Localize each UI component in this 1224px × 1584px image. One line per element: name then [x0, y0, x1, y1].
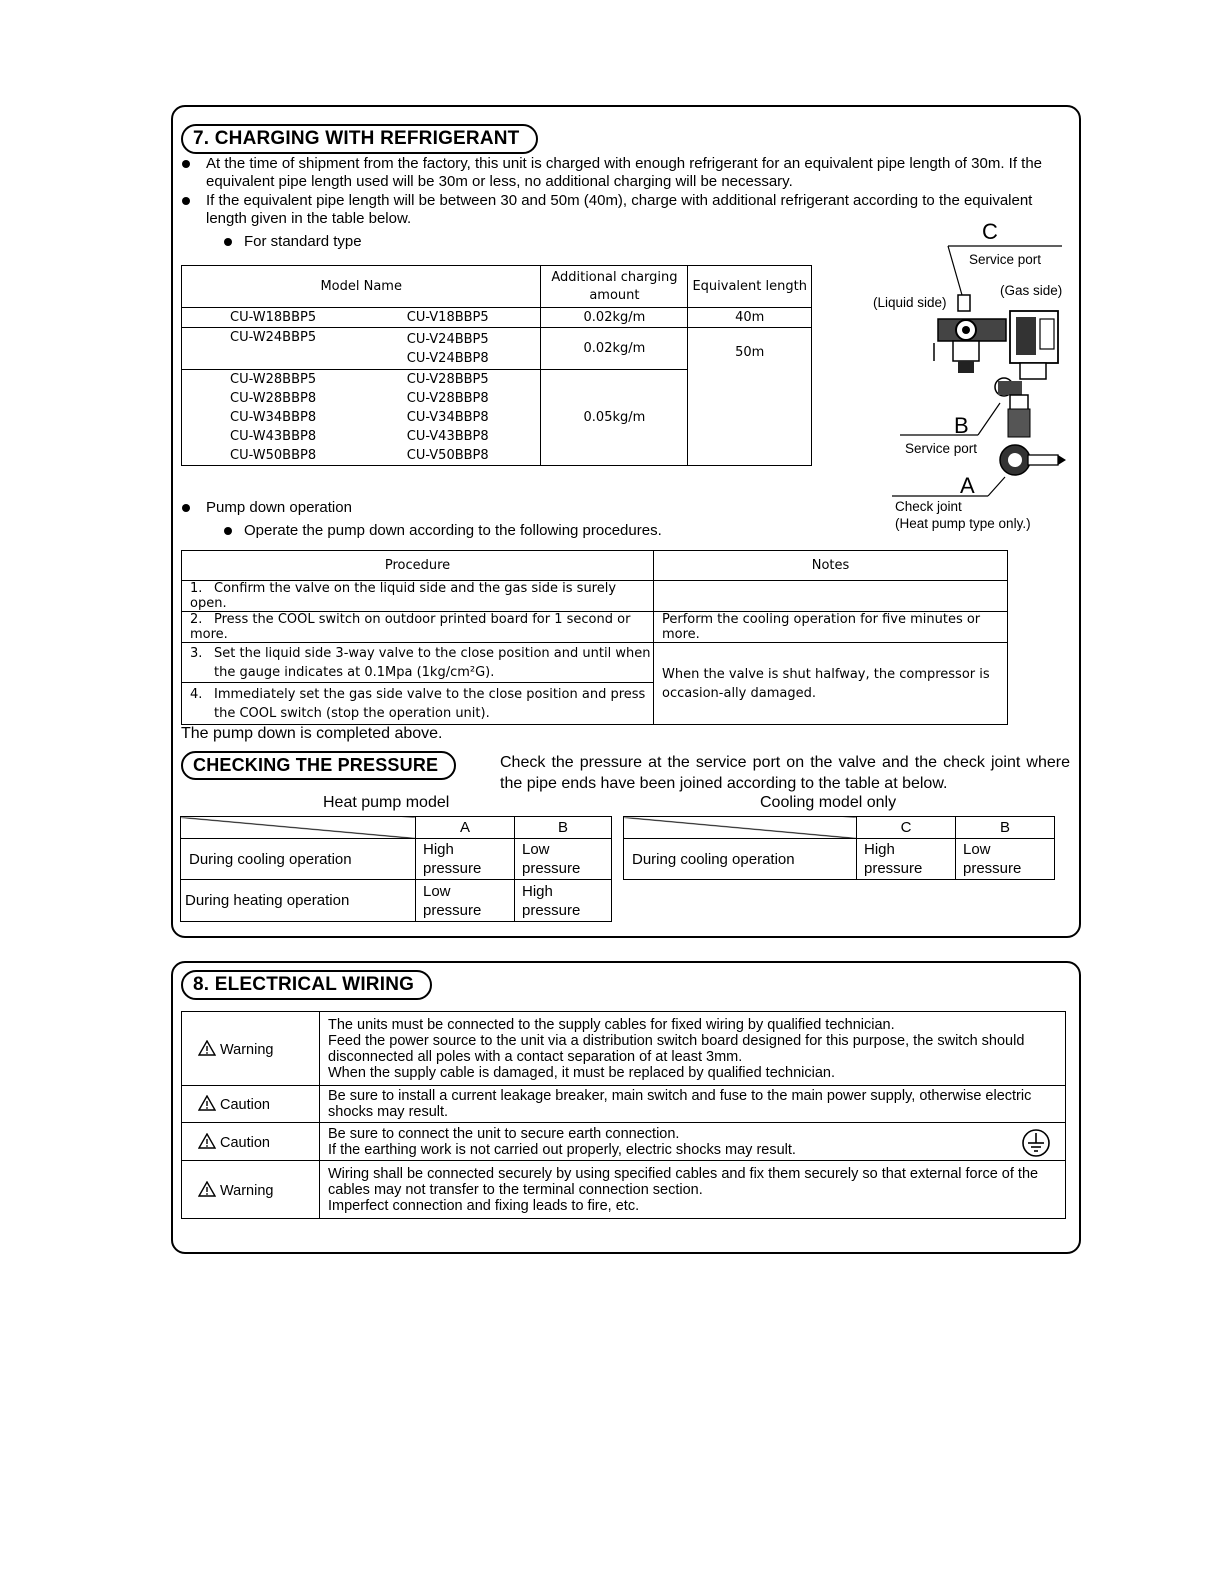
amount-cell: 0.05kg/m [541, 370, 688, 466]
corner-cell [624, 817, 857, 839]
diagram-label-b: B [954, 413, 969, 438]
cell-a: High pressure [416, 839, 515, 880]
row-label: During cooling operation [181, 839, 416, 880]
row-label: During heating operation [181, 880, 416, 922]
cooling-only-table [623, 816, 1055, 880]
warning-triangle-icon [198, 1181, 216, 1197]
length-cell-shared: 50m [688, 328, 812, 466]
col-a: A [416, 817, 515, 839]
bullet-dot-icon [182, 504, 190, 512]
procedure-row: 3. Set the liquid side 3-way valve to the close position and until when the gauge indicates at 0.1Mpa (1kg/cm²G). [182, 643, 654, 683]
heat-pump-caption: Heat pump model [323, 794, 450, 811]
length-cell: 40m [688, 308, 812, 328]
electrical-wiring-table [181, 1011, 1066, 1219]
model-cell: CU-W18BBP5 [182, 308, 380, 328]
diagram-service-port-bottom: Service port [905, 441, 978, 456]
diagram-service-port-top: Service port [969, 252, 1042, 267]
warning-triangle-icon [198, 1040, 216, 1056]
diagram-liquid-side: (Liquid side) [873, 295, 947, 310]
model-cell: CU-V24BBP5 CU-V24BBP8 [380, 328, 541, 370]
bullet-pump-procedure: Operate the pump down according to the following procedures. [224, 522, 824, 540]
bullet-standard-type: For standard type [224, 233, 524, 251]
corner-cell [181, 817, 416, 839]
bullet-shipment: At the time of shipment from the factory, this unit is charged with enough refrigerant for an equivalent pipe length of 30m. If the equivalent pipe length used will be 30m or less, no additional charging will be necessary. [182, 155, 1066, 191]
notes-cell: When the valve is shut halfway, the compressor is occasion-ally damaged. [654, 643, 1008, 725]
cell-b: High pressure [515, 880, 612, 922]
warning-text-cell: Wiring shall be connected securely by using specified cables and fix them securely so that external force of the cables may not transfer to the terminal connection section. Imperfect connection and fixing leads to fire, etc. [320, 1161, 1066, 1219]
bullet-dot-icon [182, 160, 190, 168]
header-equivalent-length: Equivalent length [688, 266, 812, 308]
cell-a: Low pressure [416, 880, 515, 922]
model-cell: CU-W28BBP5 CU-W28BBP8 CU-W34BBP8 CU-W43BBP8 CU-W50BBP8 [182, 370, 380, 466]
diagram-label-a: A [960, 473, 975, 498]
bullet-pump-down: Pump down operation [182, 499, 782, 517]
amount-cell: 0.02kg/m [541, 308, 688, 328]
bullet-dot-icon [224, 238, 232, 246]
header-model-name: Model Name [182, 266, 541, 308]
notes-cell: Perform the cooling operation for five minutes or more. [654, 612, 1008, 643]
earth-ground-icon [1021, 1128, 1051, 1158]
bullet-equivalent-length: If the equivalent pipe length will be between 30 and 50m (40m), charge with additional refrigerant according to the equivalent length given in the table below. [182, 192, 1066, 228]
section-8-title: 8. ELECTRICAL WIRING [181, 970, 432, 1000]
cell-b: Low pressure [515, 839, 612, 880]
diagram-heat-pump-only: (Heat pump type only.) [895, 516, 1031, 531]
cell-c: High pressure [857, 839, 956, 880]
cell-b: Low pressure [956, 839, 1055, 880]
col-c: C [857, 817, 956, 839]
warning-label-cell: Warning [182, 1161, 320, 1219]
col-b: B [956, 817, 1055, 839]
caution-label-cell: Caution [182, 1086, 320, 1123]
caution-triangle-icon [198, 1133, 216, 1149]
notes-cell-empty [654, 581, 1008, 612]
valve-diagram [870, 215, 1080, 505]
pump-complete-text: The pump down is completed above. [181, 725, 443, 742]
checking-pressure-text: Check the pressure at the service port on the valve and the check joint where the pipe ends have been joined according to the table at below. [500, 754, 1070, 792]
diagram-check-joint: Check joint [895, 499, 962, 514]
caution-text-cell: Be sure to install a current leakage breaker, main switch and fuse to the main power supply, otherwise electric shocks may result. [320, 1086, 1066, 1123]
heat-pump-table [180, 816, 612, 922]
checking-pressure-title: CHECKING THE PRESSURE [181, 751, 456, 780]
bullet-dot-icon [182, 197, 190, 205]
procedure-row: 4. Immediately set the gas side valve to the close position and press the COOL switch (stop the operation unit). [182, 683, 654, 725]
bullet-dot-icon [224, 527, 232, 535]
amount-cell: 0.02kg/m [541, 328, 688, 370]
header-procedure: Procedure [182, 551, 654, 581]
caution-text-cell: Be sure to connect the unit to secure earth connection. If the earthing work is not carried out properly, electric shocks may result. [320, 1123, 1066, 1161]
warning-text-cell: The units must be connected to the supply cables for fixed wiring by qualified technician. Feed the power source to the unit via a distribution switch board designed for this purpose, the switch should disconnected all poles with a contact separation of at least 3mm. When the supply cable is damaged, it must be replaced by qualified technician. [320, 1012, 1066, 1086]
charging-table [181, 265, 812, 466]
diagram-gas-side: (Gas side) [1000, 283, 1063, 298]
model-cell: CU-V28BBP5 CU-V28BBP8 CU-V34BBP8 CU-V43BBP8 CU-V50BBP8 [380, 370, 541, 466]
model-cell: CU-W24BBP5 [182, 328, 380, 370]
procedure-row: 1. Confirm the valve on the liquid side and the gas side is surely open. [182, 581, 654, 612]
diagram-label-c: C [982, 219, 998, 244]
cooling-model-caption: Cooling model only [760, 794, 897, 811]
section-7-title: 7. CHARGING WITH REFRIGERANT [181, 124, 538, 154]
warning-label-cell: Warning [182, 1012, 320, 1086]
procedure-table [181, 550, 1008, 725]
procedure-row: 2. Press the COOL switch on outdoor printed board for 1 second or more. [182, 612, 654, 643]
caution-label-cell: Caution [182, 1123, 320, 1161]
row-label: During cooling operation [624, 839, 857, 880]
caution-triangle-icon [198, 1095, 216, 1111]
header-notes: Notes [654, 551, 1008, 581]
header-charging-amount: Additional charging amount [541, 266, 688, 308]
model-cell: CU-V18BBP5 [380, 308, 541, 328]
col-b: B [515, 817, 612, 839]
